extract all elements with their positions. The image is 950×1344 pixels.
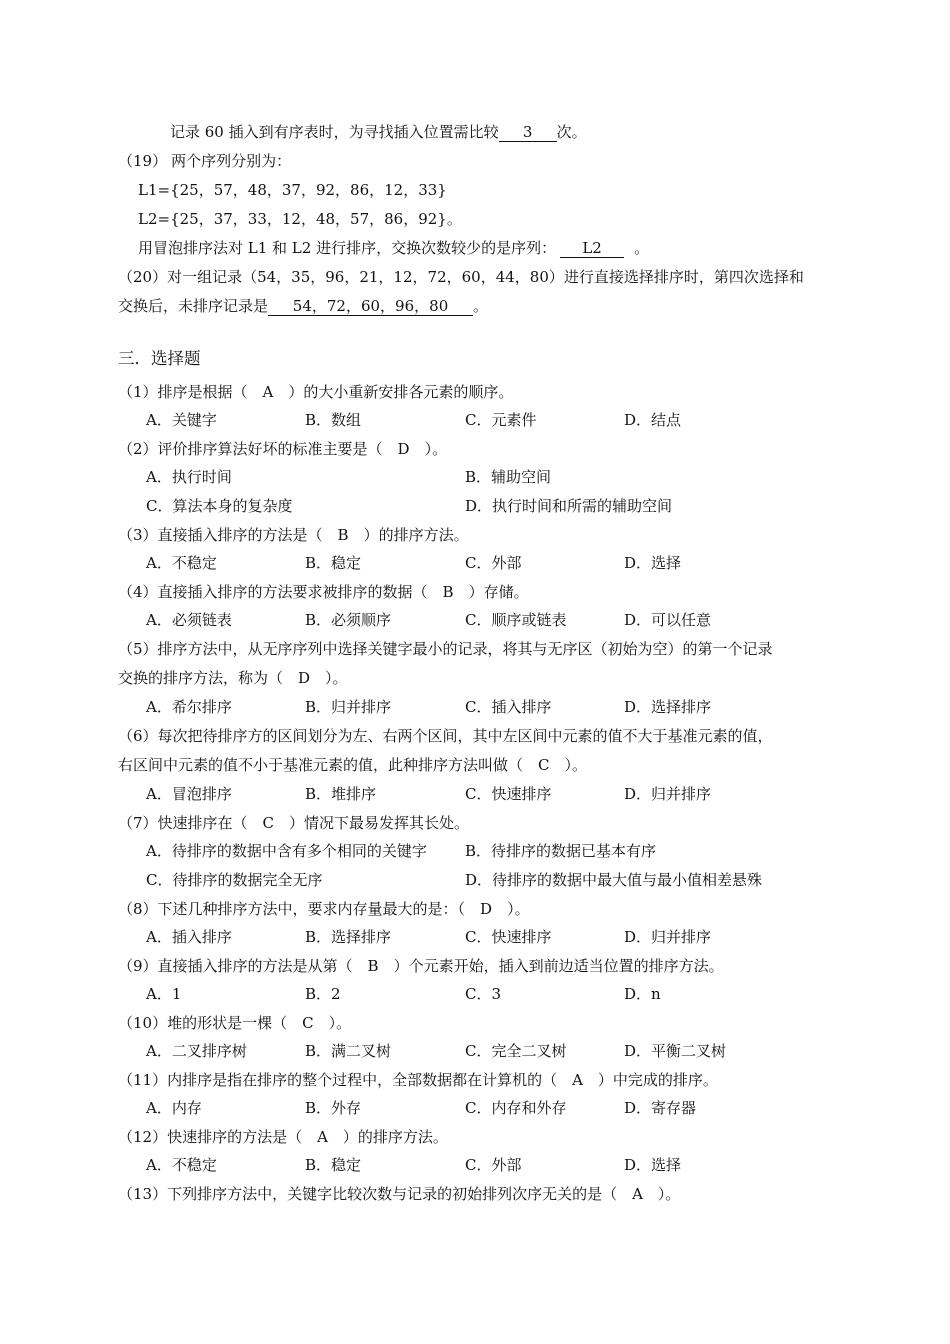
q12-option-a: A．不稳定 [146,1156,217,1174]
q10-text: （10）堆的形状是一棵（ C ）。 [118,1014,352,1032]
q13-text: （13）下列排序方法中，关键字比较次数与记录的初始排列次序无关的是（ A ）。 [118,1185,681,1203]
q1-option-a: A．关键字 [146,411,217,429]
q19-text: 两个序列分别为： [171,152,292,170]
q1-option-b: B．数组 [305,411,362,429]
q19-number: （19） [118,152,168,170]
q18-text-end: 次。 [556,123,587,141]
q12-option-c: C．外部 [465,1156,522,1174]
q1-option-c: C．元素件 [465,411,537,429]
q8-option-c: C．快速排序 [465,928,552,946]
q11-option-b: B．外存 [305,1099,362,1117]
q3-option-c: C．外部 [465,554,522,572]
q5-option-c: C．插入排序 [465,698,552,716]
q9-text: （9）直接插入排序的方法是从第（ B ）个元素开始，插入到前边适当位置的排序方法。 [118,957,724,975]
q7-text: （7）快速排序在（ C ）情况下最易发挥其长处。 [118,814,470,832]
q11-option-a: A．内存 [146,1099,202,1117]
q5-text-continued: 交换的排序方法，称为（ D ）。 [118,669,348,687]
q4-option-a: A．必须链表 [146,611,232,629]
q7-option-c: C．待排序的数据完全无序 [146,871,323,889]
q19-question [138,238,649,258]
q20-text-end: 。 [473,297,489,315]
q8-option-a: A．插入排序 [146,928,232,946]
q19-stem [118,151,291,171]
q11-option-c: C．内存和外存 [465,1099,567,1117]
q4-option-b: B．必须顺序 [305,611,392,629]
q19-answer-blank: L2 [560,240,624,258]
q2-option-d: D．执行时间和所需的辅助空间 [465,497,673,515]
q12-text: （12）快速排序的方法是（ A ）的排序方法。 [118,1128,448,1146]
q5-option-a: A．希尔排序 [146,698,232,716]
q5-option-b: B．归并排序 [305,698,392,716]
q1-text: （1）排序是根据（ A ）的大小重新安排各元素的顺序。 [118,383,514,401]
q6-option-a: A．冒泡排序 [146,785,232,803]
q12-option-b: B．稳定 [305,1156,362,1174]
q10-option-b: B．满二叉树 [305,1042,392,1060]
q5-text: （5）排序方法中，从无序序列中选择关键字最小的记录，将其与无序区（初始为空）的第一个记录 [118,640,773,658]
q18-answer-blank: 3 [499,124,557,142]
q9-option-a: A．1 [146,985,182,1003]
q20-answer-blank: 54，72，60，96，80 [268,298,473,316]
q11-text: （11）内排序是指在排序的整个过程中，全部数据都在计算机的（ A ）中完成的排序。 [118,1071,718,1089]
q6-text-continued: 右区间中元素的值不小于基准元素的值，此种排序方法叫做（ C ）。 [118,756,587,774]
q9-option-c: C．3 [465,985,502,1003]
q19-sequence-l2: L2={25，37，33，12，48，57，86，92}。 [138,210,462,228]
q10-option-c: C．完全二叉树 [465,1042,567,1060]
q7-option-d: D．待排序的数据中最大值与最小值相差悬殊 [465,871,763,889]
q5-option-d: D．选择排序 [624,698,712,716]
q20-line1: （20）对一组记录（54，35，96，21，12，72，60，44，80）进行直接选择排序时，第四次选择和 [118,268,804,286]
q18-continuation [170,122,587,142]
q19-question-end: 。 [634,239,650,257]
q6-text: （6）每次把待排序方的区间划分为左、右两个区间，其中左区间中元素的值不大于基准元素的值， [118,727,773,745]
q11-option-d: D．寄存器 [624,1099,697,1117]
q8-option-b: B．选择排序 [305,928,392,946]
q1-option-d: D．结点 [624,411,682,429]
q3-option-d: D．选择 [624,554,682,572]
q2-option-b: B．辅助空间 [465,468,552,486]
q4-option-c: C．顺序或链表 [465,611,567,629]
q20-text: 交换后，未排序记录是 [118,297,269,315]
q2-option-c: C．算法本身的复杂度 [146,497,293,515]
q2-text: （2）评价排序算法好坏的标准主要是（ D ）。 [118,440,448,458]
q3-option-b: B．稳定 [305,554,362,572]
q2-option-a: A．执行时间 [146,468,232,486]
q10-option-a: A．二叉排序树 [146,1042,247,1060]
q9-option-d: D．n [624,985,661,1003]
q7-option-a: A．待排序的数据中含有多个相同的关键字 [146,842,427,860]
q4-text: （4）直接插入排序的方法要求被排序的数据（ B ）存储。 [118,583,529,601]
q20-line2 [118,296,488,316]
q10-option-d: D．平衡二叉树 [624,1042,727,1060]
q3-text: （3）直接插入排序的方法是（ B ）的排序方法。 [118,526,469,544]
q3-option-a: A．不稳定 [146,554,217,572]
q19-question-text: 用冒泡排序法对 L1 和 L2 进行排序，交换次数较少的是序列： [138,239,557,257]
q6-option-c: C．快速排序 [465,785,552,803]
q6-option-d: D．归并排序 [624,785,712,803]
q12-option-d: D．选择 [624,1156,682,1174]
q19-sequence-l1: L1={25，57，48，37，92，86，12，33} [138,181,447,199]
q7-option-b: B．待排序的数据已基本有序 [465,842,657,860]
q6-option-b: B．堆排序 [305,785,377,803]
q8-option-d: D．归并排序 [624,928,712,946]
q4-option-d: D．可以任意 [624,611,712,629]
q8-text: （8）下述几种排序方法中，要求内存量最大的是：（ D ）。 [118,900,530,918]
q9-option-b: B．2 [305,985,341,1003]
q18-text: 记录 60 插入到有序表时，为寻找插入位置需比较 [170,123,499,141]
section-title: 三．选择题 [118,349,201,368]
